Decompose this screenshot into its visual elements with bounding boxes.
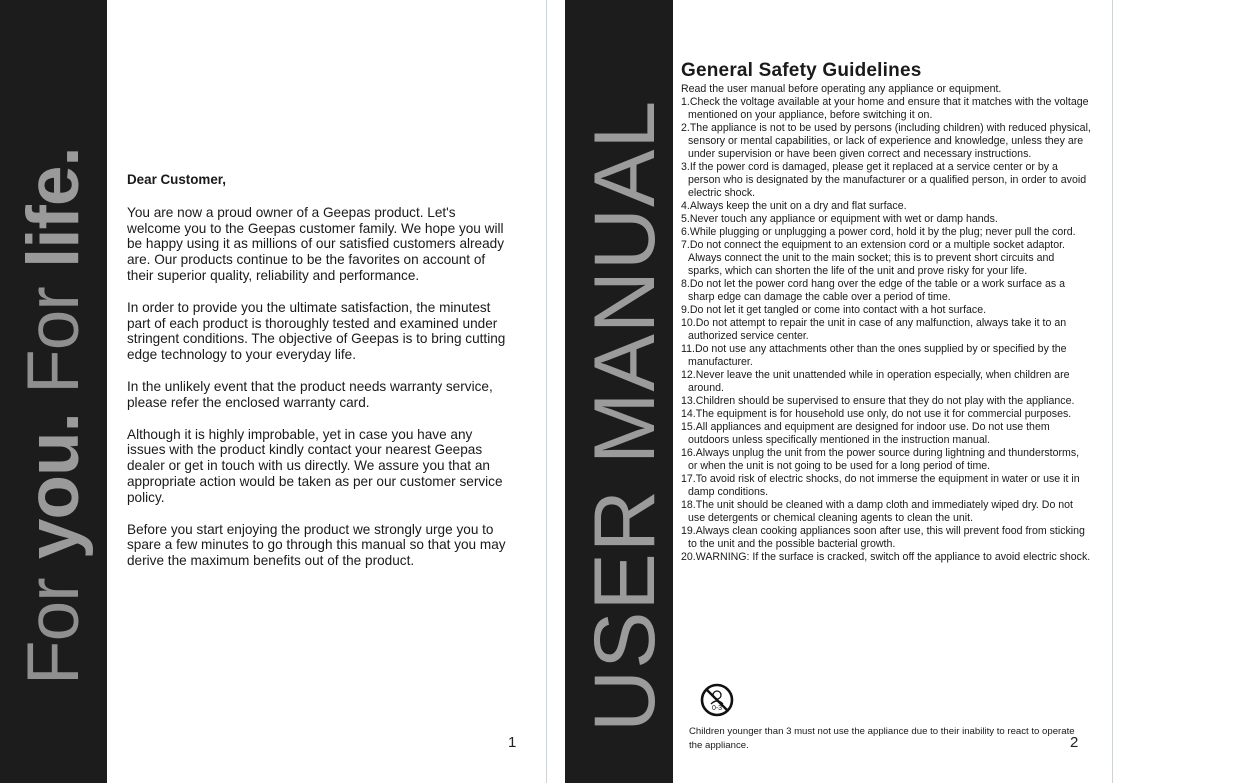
letter-greeting: Dear Customer, bbox=[127, 172, 226, 187]
guideline-item: 20.WARNING: If the surface is cracked, switch off the appliance to avoid electric shock. bbox=[681, 551, 1091, 563]
tagline-for-2: For bbox=[13, 268, 94, 414]
guideline-item: 18.The unit should be cleaned with a damp cloth and immediately wiped dry. Do not use detergents or chemical cleaning agents to clean the unit. bbox=[681, 499, 1073, 524]
guideline-item: 11.Do not use any attachments other than the ones supplied by or specified by the manufacturer. bbox=[681, 343, 1067, 368]
tagline-you: you. bbox=[13, 413, 94, 560]
guidelines-list bbox=[681, 96, 1091, 564]
guideline-item: 2.The appliance is not to be used by persons (including children) with reduced physical, sensory or mental capabilities, or lack of experience and knowledge, unless they are under supervision or have been given correct and necessary instructions. bbox=[681, 122, 1091, 160]
letter-paragraph-5: Before you start enjoying the product we strongly urge you to spare a few minutes to go through this manual so that you may derive the maximum benefits out of the product. bbox=[127, 521, 506, 569]
guideline-item: 6.While plugging or unplugging a power cord, hold it by the plug; never pull the cord. bbox=[681, 226, 1076, 238]
guideline-item: 19.Always clean cooking appliances soon after use, this will prevent food from sticking to the unit and the possible bacterial growth. bbox=[681, 525, 1085, 550]
customer-letter bbox=[127, 172, 512, 585]
guideline-item: 7.Do not connect the equipment to an extension cord or a multiple socket adaptor. Always connect the unit to the main socket; this is to prevent short circuits and sparks, which can shorten the life of the unit and prove risky for your life. bbox=[681, 239, 1065, 277]
guideline-item: 3.If the power cord is damaged, please get it replaced at a service center or by a person who is designated by the manufacturer or a qualified person, in order to avoid electric shock. bbox=[681, 161, 1087, 199]
icon-age-label: 0-3 bbox=[711, 705, 723, 712]
page-number-2: 2 bbox=[1070, 734, 1079, 751]
guideline-item: 8.Do not let the power cord hang over the edge of the table or a work surface as a sharp edge can damage the cable over a period of time. bbox=[681, 278, 1065, 303]
safety-guidelines bbox=[681, 60, 1091, 564]
age-warning-footnote: Children younger than 3 must not use the appliance due to their inability to react to operate the appliance. bbox=[689, 726, 1075, 751]
guideline-item: 15.All appliances and equipment are designed for indoor use. Do not use them outdoors unless specifically mentioned in the instruction manual. bbox=[681, 421, 1050, 446]
tagline-vertical bbox=[14, 147, 94, 685]
guideline-item: 12.Never leave the unit unattended while in operation especially, when children are around. bbox=[681, 369, 1070, 394]
guideline-item: 4.Always keep the unit on a dry and flat surface. bbox=[681, 200, 907, 212]
tagline-for-1: For bbox=[13, 559, 94, 685]
guideline-item: 5.Never touch any appliance or equipment with wet or damp hands. bbox=[681, 213, 998, 225]
guideline-item: 14.The equipment is for household use only, do not use it for commercial purposes. bbox=[681, 408, 1072, 420]
guideline-item: 1.Check the voltage available at your home and ensure that it matches with the voltage mentioned on your appliance, before switching it on. bbox=[681, 96, 1089, 121]
page-1 bbox=[0, 0, 547, 783]
guideline-item: 9.Do not let it get tangled or come into contact with a hot surface. bbox=[681, 304, 987, 316]
no-children-0-3-icon bbox=[700, 683, 734, 717]
letter-paragraph-4: Although it is highly improbable, yet in case you have any issues with the product kindly contact your nearest Geepas dealer or get in touch with us directly. We assure you that an appropriate action would be taken as per our customer service policy. bbox=[127, 426, 503, 505]
letter-paragraph-1: You are now a proud owner of a Geepas product. Let's welcome you to the Geepas customer family. We hope you will be happy using it as millions of our satisfied customers already are. Our products continue to be the favorites on account of their superior quality, reliability and performance. bbox=[127, 204, 505, 283]
guideline-item: 10.Do not attempt to repair the unit in case of any malfunction, always take it to an authorized service center. bbox=[681, 317, 1067, 342]
user-manual-vertical-title: USER MANUAL bbox=[577, 99, 673, 732]
letter-paragraph-2: In order to provide you the ultimate satisfaction, the minutest part of each product is thoroughly tested and examined under stringent conditions. The objective of Geepas is to bring cutting edge technology to your everyday life. bbox=[127, 299, 506, 363]
guideline-item: 16.Always unplug the unit from the power source during lightning and thunderstorms, or when the unit is not going to be used for a long period of time. bbox=[681, 447, 1080, 472]
guidelines-heading: General Safety Guidelines bbox=[681, 60, 922, 81]
guideline-item: 13.Children should be supervised to ensure that they do not play with the appliance. bbox=[681, 395, 1075, 407]
page-number-1: 1 bbox=[508, 734, 517, 751]
next-page-edge bbox=[1130, 0, 1257, 783]
page-2 bbox=[565, 0, 1113, 783]
tagline-life: life. bbox=[13, 147, 94, 269]
letter-paragraph-3: In the unlikely event that the product needs warranty service, please refer the enclosed warranty card. bbox=[127, 378, 493, 410]
guidelines-intro: Read the user manual before operating any appliance or equipment. bbox=[681, 83, 1002, 95]
guideline-item: 17.To avoid risk of electric shocks, do not immerse the equipment in water or use it in damp conditions. bbox=[681, 473, 1080, 498]
